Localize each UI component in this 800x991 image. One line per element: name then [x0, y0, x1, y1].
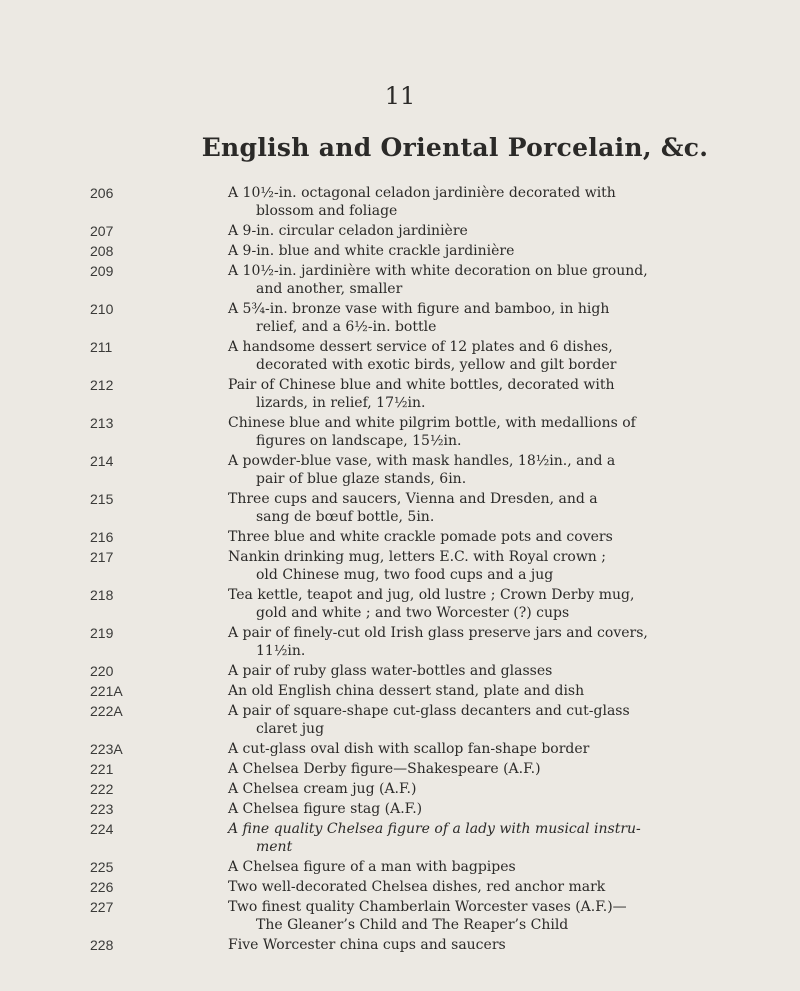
lot-number: 212	[90, 377, 114, 393]
lot-description	[228, 858, 800, 876]
lot-description-line: Two well-decorated Chelsea dishes, red anchor mark	[228, 879, 606, 895]
lot-number: 219	[90, 625, 114, 641]
lot-description-line: Chinese blue and white pilgrim bottle, with medallions of	[228, 415, 636, 431]
lot-description-continuation: sang de bœuf bottle, 5in.	[256, 509, 435, 525]
lot-description-continuation: gold and white ; and two Worcester (?) cups	[256, 605, 570, 621]
lot-number: 207	[90, 223, 114, 239]
lot-number: 228	[90, 937, 114, 953]
lot-description-continuation: and another, smaller	[256, 281, 403, 297]
lot-number: 211	[90, 339, 113, 355]
lot-number: 215	[90, 491, 114, 507]
lot-description-continuation: ment	[256, 839, 293, 855]
lot-number: 220	[90, 663, 114, 679]
lot-description-continuation: claret jug	[256, 721, 325, 737]
lot-number: 227	[90, 899, 114, 915]
lot-description	[228, 878, 800, 896]
lot-description-line: A pair of finely-cut old Irish glass preserve jars and covers,	[228, 625, 648, 641]
lot-number: 210	[90, 301, 114, 317]
lot-description	[228, 760, 800, 778]
lot-description-line: A 10½-in. jardinière with white decoration on blue ground,	[228, 263, 648, 279]
lot-description-continuation: lizards, in relief, 17½in.	[256, 395, 426, 411]
lot-number: 223	[90, 801, 114, 817]
lot-description-line: A pair of ruby glass water-bottles and glasses	[228, 663, 553, 679]
page-number: 11	[384, 82, 416, 110]
lot-description-line: Three blue and white crackle pomade pots and covers	[228, 529, 613, 545]
lot-description-continuation: blossom and foliage	[256, 203, 398, 219]
lot-number: 222	[90, 781, 114, 797]
lot-number: 206	[90, 185, 114, 201]
lot-description-line: Three cups and saucers, Vienna and Dresden, and a	[228, 491, 598, 507]
lot-number: 208	[90, 243, 114, 259]
lot-description-line: A 5¾-in. bronze vase with figure and bamboo, in high	[228, 301, 610, 317]
lot-description	[228, 936, 800, 954]
lot-description-line: Nankin drinking mug, letters E.C. with Royal crown ;	[228, 549, 606, 565]
lot-description	[228, 898, 800, 934]
lot-description-line: A fine quality Chelsea figure of a lady with musical instru-	[228, 821, 641, 837]
lot-description-line: A handsome dessert service of 12 plates and 6 dishes,	[228, 339, 613, 355]
lot-description	[228, 780, 800, 798]
lot-description-line: Tea kettle, teapot and jug, old lustre ; Crown Derby mug,	[228, 587, 635, 603]
lot-number: 217	[90, 549, 114, 565]
lot-description-continuation: figures on landscape, 15½in.	[256, 433, 462, 449]
lot-number: 224	[90, 821, 114, 837]
lot-description-line: A Chelsea figure stag (A.F.)	[228, 801, 423, 817]
lot-number: 226	[90, 879, 114, 895]
lot-description-line: A 10½-in. octagonal celadon jardinière decorated with	[228, 185, 616, 201]
lot-description-line: Five Worcester china cups and saucers	[228, 937, 506, 953]
lot-description-line: A powder-blue vase, with mask handles, 18½in., and a	[228, 453, 616, 469]
lot-description-line: A cut-glass oval dish with scallop fan-shape border	[228, 741, 590, 757]
lot-description-continuation: old Chinese mug, two food cups and a jug	[256, 567, 554, 583]
lot-description-line: A 9-in. circular celadon jardinière	[228, 223, 468, 239]
lot-description-line: A 9-in. blue and white crackle jardinière	[228, 243, 515, 259]
lot-number: 214	[90, 453, 114, 469]
lot-description-continuation: relief, and a 6½-in. bottle	[256, 319, 437, 335]
lot-description-line: Pair of Chinese blue and white bottles, decorated with	[228, 377, 615, 393]
lot-number: 222A	[90, 703, 123, 719]
lot-description-line: A pair of square-shape cut-glass decanters and cut-glass	[228, 703, 630, 719]
lot-number: 221	[90, 761, 114, 777]
lot-description-line: Two finest quality Chamberlain Worcester vases (A.F.)—	[228, 899, 627, 915]
lot-description	[228, 800, 800, 818]
lot-description-line: A Chelsea figure of a man with bagpipes	[228, 859, 516, 875]
lot-description	[228, 820, 800, 856]
lot-description-line: An old English china dessert stand, plate and dish	[228, 683, 585, 699]
lot-description-line: A Chelsea cream jug (A.F.)	[228, 781, 417, 797]
lot-description-continuation: The Gleaner’s Child and The Reaper’s Child	[256, 917, 569, 933]
lot-description-continuation: pair of blue glaze stands, 6in.	[256, 471, 467, 487]
lot-number: 221A	[90, 683, 123, 699]
lot-number: 225	[90, 859, 114, 875]
lot-description-line: A Chelsea Derby figure—Shakespeare (A.F.)	[228, 761, 541, 777]
lot-number: 209	[90, 263, 114, 279]
lot-number: 216	[90, 529, 114, 545]
lot-description-continuation: 11½in.	[256, 643, 306, 659]
lot-number: 223A	[90, 741, 123, 757]
page-heading: English and Oriental Porcelain, &c.	[201, 133, 709, 162]
lot-number: 218	[90, 587, 114, 603]
lot-number: 213	[90, 415, 114, 431]
lot-description-continuation: decorated with exotic birds, yellow and gilt border	[256, 357, 617, 373]
